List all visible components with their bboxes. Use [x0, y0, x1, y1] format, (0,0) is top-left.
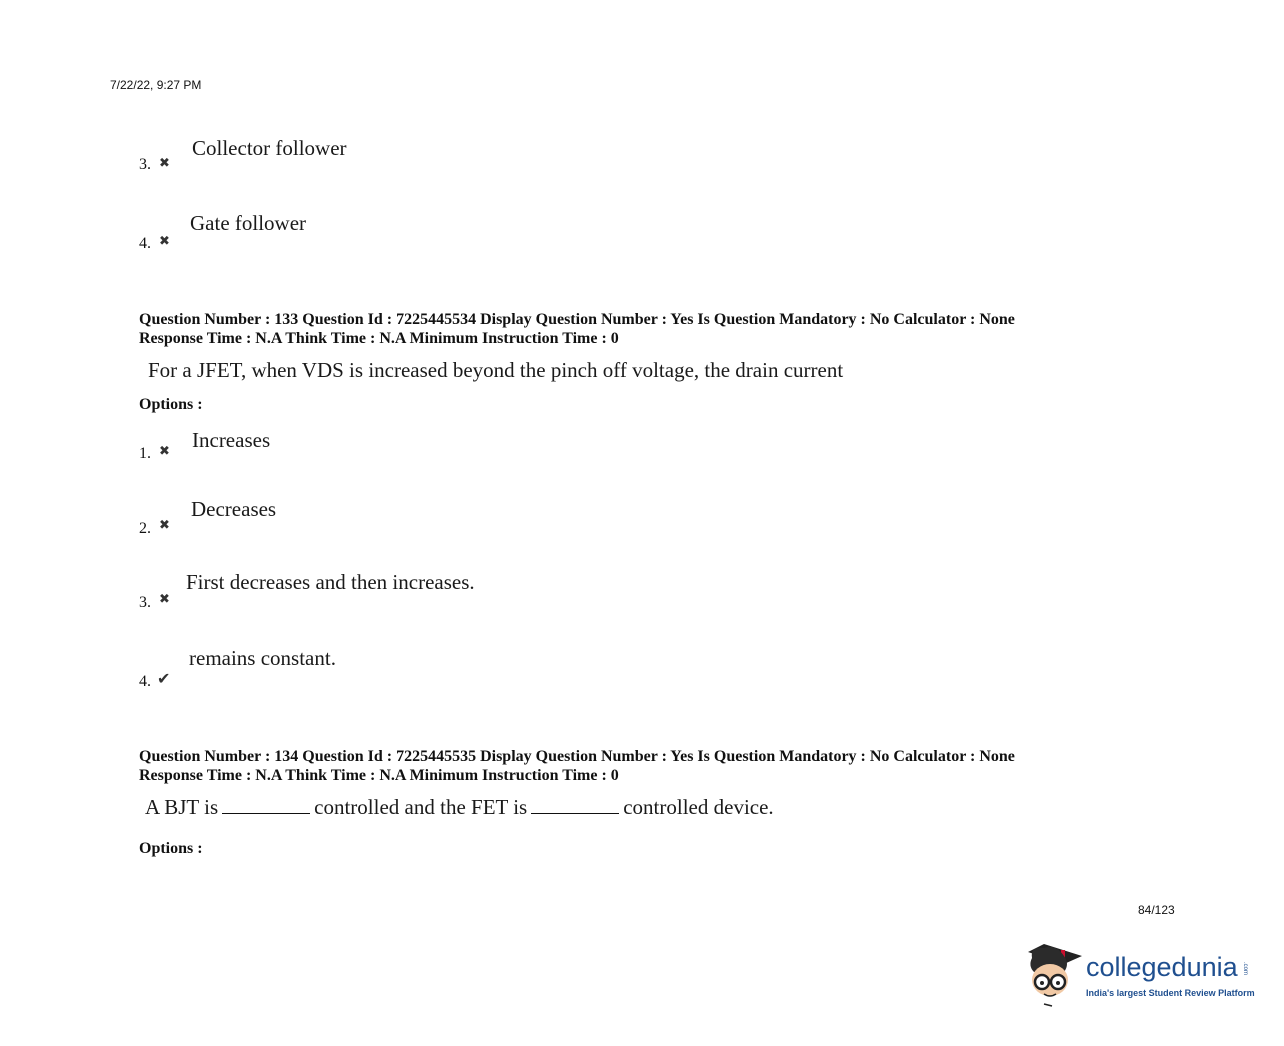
- question-text-part3: controlled device.: [623, 795, 774, 819]
- answer-blank: [531, 812, 619, 814]
- logo-tagline: India's largest Student Review Platform: [1086, 988, 1255, 998]
- page-number: 84/123: [1138, 903, 1175, 917]
- option-text: Collector follower: [192, 136, 347, 160]
- logo-suffix: .com: [1242, 962, 1248, 976]
- option-number: 3.: [139, 594, 151, 611]
- option-number: 4.: [139, 235, 151, 252]
- question-text-part2: controlled and the FET is: [314, 795, 528, 819]
- option-number: 1.: [139, 445, 151, 462]
- question-meta-line2: Response Time : N.A Think Time : N.A Minimum Instruction Time : 0: [139, 767, 619, 784]
- option-text: remains constant.: [189, 646, 336, 670]
- option-text: Increases: [192, 428, 271, 452]
- cross-icon: ✖: [159, 592, 170, 607]
- collegedunia-logo: [1024, 938, 1254, 1008]
- question-text: [145, 795, 774, 820]
- cross-icon: ✖: [159, 234, 170, 249]
- option-text: Decreases: [191, 497, 277, 521]
- option-number: 2.: [139, 520, 151, 537]
- cross-icon: ✖: [159, 518, 170, 533]
- question-text-part1: A BJT is: [145, 795, 219, 819]
- mascot-icon: [1024, 938, 1086, 1008]
- question-meta-line1: Question Number : 133 Question Id : 7225445534 Display Question Number : Yes Is Question Mandatory : No Calculator : None: [139, 311, 1015, 328]
- check-icon: ✔: [157, 669, 171, 688]
- options-label: Options :: [139, 396, 203, 413]
- question-text: For a JFET, when VDS is increased beyond the pinch off voltage, the drain current: [148, 358, 844, 382]
- logo-wordmark: collegedunia: [1086, 952, 1238, 982]
- print-timestamp: 7/22/22, 9:27 PM: [110, 78, 202, 92]
- answer-blank: [222, 812, 310, 814]
- cross-icon: ✖: [159, 444, 170, 459]
- option-number: 4.: [139, 673, 151, 690]
- options-label: Options :: [139, 840, 203, 857]
- option-text: Gate follower: [190, 211, 307, 235]
- question-meta-line1: Question Number : 134 Question Id : 7225445535 Display Question Number : Yes Is Question Mandatory : No Calculator : None: [139, 748, 1015, 765]
- question-meta-line2: Response Time : N.A Think Time : N.A Minimum Instruction Time : 0: [139, 330, 619, 347]
- option-text: First decreases and then increases.: [186, 570, 475, 594]
- option-number: 3.: [139, 156, 151, 173]
- cross-icon: ✖: [159, 156, 170, 171]
